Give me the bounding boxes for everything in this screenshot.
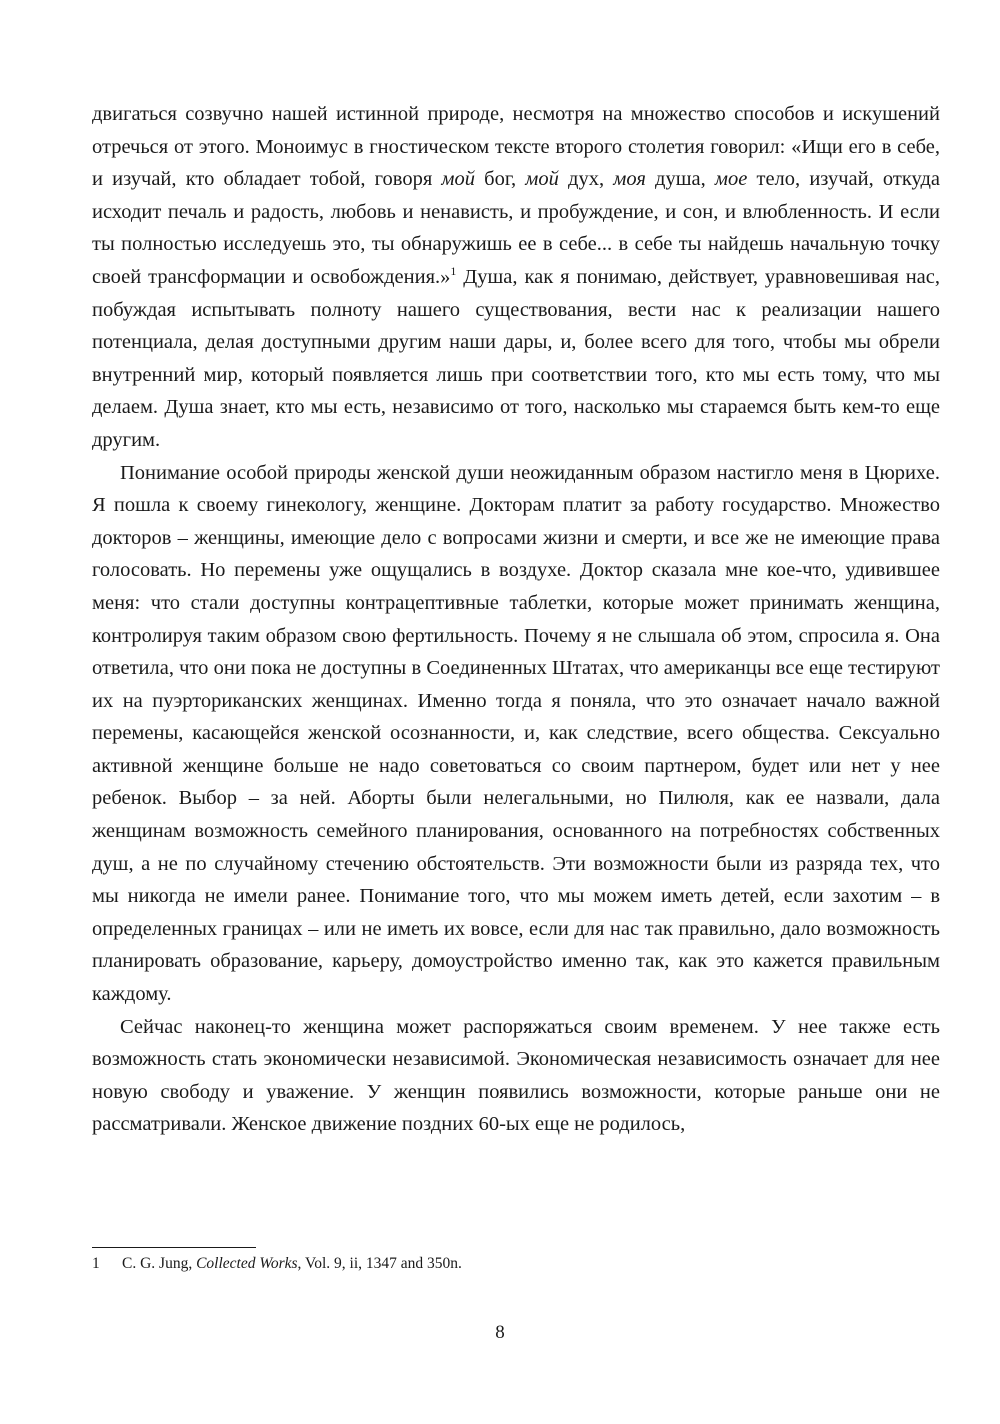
- footnote-reference[interactable]: 1: [450, 264, 457, 279]
- italic-text: мой: [525, 168, 559, 191]
- footnote-number: 1: [92, 1255, 100, 1272]
- text-segment: двигаться созвучно нашей истинной природе, несмотря на множество способов и искушений отречься от этого. Моноимус в гностическом тексте второго столетия говорил: «Ищи его в себе, и изучай, кто обладает тобой, говоря: [92, 103, 940, 191]
- footnote-details: , Vol. 9, ii, 1347 and 350n.: [297, 1255, 462, 1272]
- text-segment: Сейчас наконец-то женщина может распоряжаться своим временем. У нее также есть возможность стать экономически независимой. Экономическая независимость означает для нее новую свободу и уважение. У женщин появились возможности, которые раньше они не рассматривали. Женское движение поздних 60-ых еще не родилось,: [92, 1015, 940, 1136]
- footnote-title: Collected Works: [196, 1255, 298, 1272]
- text-segment: тело, изучай, откуда исходит печаль и радость, любовь и ненависть, и пробуждение, и сон, и влюбленность. И если ты полностью исследуешь это, ты обнаружишь ее в себе... в себе ты найдешь начальную точку своей трансформации и освобождения.»: [92, 168, 940, 288]
- page-body: [92, 98, 940, 1141]
- text-segment: душа,: [645, 168, 715, 191]
- paragraph: [92, 1011, 940, 1141]
- paragraph: [92, 98, 940, 457]
- text-segment: бог,: [475, 168, 526, 191]
- text-segment: дух,: [558, 168, 614, 191]
- italic-text: моя: [613, 168, 646, 191]
- italic-text: мой: [441, 168, 476, 191]
- footnote-divider: [92, 1247, 256, 1248]
- italic-text: мое: [714, 168, 748, 191]
- footnote: [92, 1253, 940, 1275]
- paragraph: [92, 457, 940, 1011]
- text-segment: Понимание особой природы женской души неожиданным образом настигло меня в Цюрихе. Я пошла к своему гинекологу, женщине. Докторам платит за работу государство. Множество докторов – женщины, имеющие дело с вопросами жизни и смерти, и все же не имеющие права голосовать. Но перемены уже ощущались в воздухе. Доктор сказала мне кое-что, удивившее меня: что стали доступны контрацептивные таблетки, которые может принимать женщина, контролируя таким образом свою фертильность. Почему я не слышала об этом, спросила я. Она ответила, что они пока не доступны в Соединенных Штатах, что американцы все еще тестируют их на пуэрториканских женщинах. Именно тогда я поняла, что это означает начало важной перемены, касающейся женской осознанности, и, как следствие, всего общества. Сексуально активной женщине больше не надо советоваться со своим партнером, будет или нет у нее ребенок. Выбор – за ней. Аборты были нелегальными, но Пилюля, как ее назвали, дала женщинам возможность семейного планирования, основанного на потребностях собственных душ, а не по случайному стечению обстоятельств. Эти возможности были из разряда тех, что мы никогда не имели ранее. Понимание того, что мы можем иметь детей, если захотим – в определенных границах – или не иметь их вовсе, если для нас так правильно, дало возможность планировать образование, карьеру, домоустройство именно так, как это кажется правильным каждому.: [92, 461, 940, 1006]
- page-number: 8: [495, 1322, 505, 1343]
- footnote-author: C. G. Jung,: [122, 1255, 197, 1272]
- text-segment: Душа, как я понимаю, действует, уравновешивая нас, побуждая испытывать полноту нашего существования, вести нас к реализации нашего потенциала, делая доступными другим наши дары, и, более всего для того, чтобы мы обрели внутренний мир, который появляется лишь при соответствии того, кто мы есть тому, что мы делаем. Душа знает, кто мы есть, независимо от того, насколько мы стараемся быть кем-то еще другим.: [92, 265, 940, 451]
